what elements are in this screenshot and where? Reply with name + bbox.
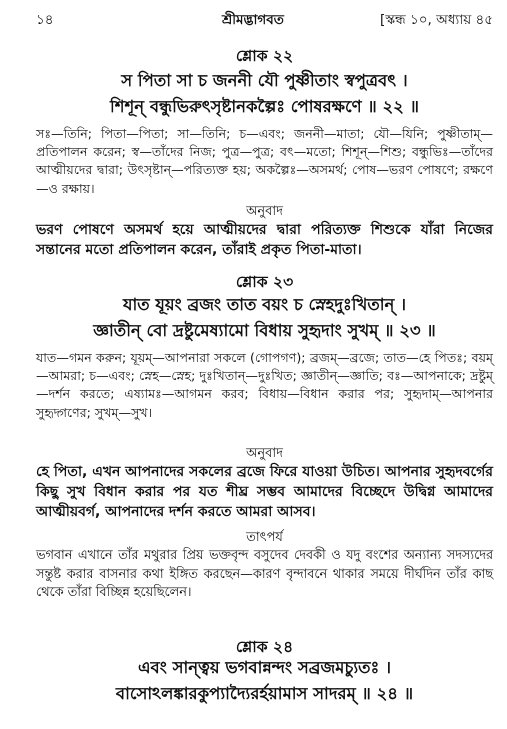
page-header <box>36 7 493 29</box>
verse-22-text <box>36 68 493 120</box>
verse-22-synonyms <box>36 125 493 198</box>
verse-22-heading <box>36 44 493 70</box>
verse-23-synonyms <box>36 349 493 422</box>
page-number: ১৪ <box>36 12 54 28</box>
verse-title: শ্লোক ২৪ <box>235 638 294 656</box>
verse-23-purport <box>36 547 493 603</box>
verse-23-purport-label <box>36 528 493 549</box>
synonyms-text: যাত—গমন করুন; যূয়ম্—আপনারা সকলে (গোপগণ); ব্রজম্—ব্রজে; তাত—হে পিতঃ; বয়ম্—আমরা; চ—এবং; স্নেহ—স্নেহ; দুঃখিতান্—দুঃখিত; জ্ঞাতীন্—জ্ঞাতি; বঃ—আপনাকে; দ্রষ্টুম্—দর্শন করতে; এষ্যামঃ—আগমন করব; বিধায়—বিধান করার পর; সুহৃদাম্—আপনার সুহৃদ্গণের; সুখম্—সুখ। <box>36 350 493 420</box>
verse-title: শ্লোক ২২ <box>235 47 294 65</box>
book-title: শ্রীমদ্ভাগবত <box>222 12 284 28</box>
verse-line: বাসোঽলঙ্কারকুপ্যাদ্যৈরর্হয়ামাস সাদরম্ ॥ ২৪ ॥ <box>115 684 414 703</box>
translation-label: অনুবাদ <box>246 204 283 219</box>
verse-24-text <box>36 655 493 707</box>
verse-line: শিশূন্ বন্ধুভিরুৎসৃষ্টানকল্পৈঃ পোষরক্ষণে ॥ ২২ ॥ <box>110 97 419 116</box>
translation-text: হে পিতা, এখন আপনাদের সকলের ব্রজে ফিরে যাওয়া উচিত। আপনার সুহৃদবর্গের কিছু সুখ বিধান করার পর যত শীঘ্র সম্ভব আমাদের বিচ্ছেদে উদ্বিগ্ন আমাদের আত্মীয়বর্গ, আপনাদের দর্শন করতে আমরা আসব। <box>36 464 493 520</box>
verse-line: যাত যূয়ং ব্রজং তাত বয়ং চ স্নেহদুঃখিতান্ । <box>122 295 406 314</box>
synonyms-text: সঃ—তিনি; পিতা—পিতা; সা—তিনি; চ—এবং; জননী—মাতা; যৌ—যিনি; পুষ্ণীতাম্—প্রতিপালন করেন; স্ব—তাঁদের নিজ; পুত্র—পুত্র; বৎ—মতো; শিশূন্—শিশু; বন্ধুভিঃ—তাঁদের আত্মীয়দের দ্বারা; উৎসৃষ্টান্—পরিত্যক্ত হয়; অকল্পৈঃ—অসমর্থ; পোষ—ভরণ পোষণে; রক্ষণে—ও রক্ষায়। <box>36 126 493 196</box>
verse-line: স পিতা সা চ জননী যৌ পুষ্ণীতাং স্বপুত্রবৎ । <box>121 71 408 90</box>
chapter-reference: [স্কন্ধ ১০, অধ্যায় ৪৫ <box>380 12 493 28</box>
verse-line: জ্ঞাতীন্ বো দ্রষ্টুমেষ্যামো বিধায় সুহৃদাং সুখম্ ॥ ২৩ ॥ <box>93 321 436 340</box>
verse-23-translation <box>36 462 493 522</box>
purport-text: ভগবান এখানে তাঁর মথুরার প্রিয় ভক্তবৃন্দ বসুদেব দেবকী ও যদু বংশের অন্যান্য সদস্যদের সন্তুষ্ট করার বাসনার কথা ইঙ্গিত করছেন—কারণ বৃন্দাবনে থাকার সময়ে দীর্ঘদিন তাঁর কাছ থেকে তাঁরা বিচ্ছিন্ন হয়েছিলেন। <box>36 548 493 601</box>
verse-title: শ্লোক ২৩ <box>235 273 294 291</box>
verse-line: এবং সান্ত্বয় ভগবান্নন্দং সব্রজমচ্যুতঃ । <box>138 658 391 677</box>
verse-22-translation <box>36 220 493 260</box>
purport-label: তাৎপর্য <box>246 530 283 545</box>
translation-text: ভরণ পোষণে অসমর্থ হয়ে আত্মীয়দের দ্বারা পরিত্যক্ত শিশুকে যাঁরা নিজের সন্তানের মতো প্রতিপালন করেন, তাঁরাই প্রকৃত পিতা-মাতা। <box>36 222 493 258</box>
verse-23-text <box>36 292 493 344</box>
translation-label: অনুবাদ <box>246 446 283 461</box>
